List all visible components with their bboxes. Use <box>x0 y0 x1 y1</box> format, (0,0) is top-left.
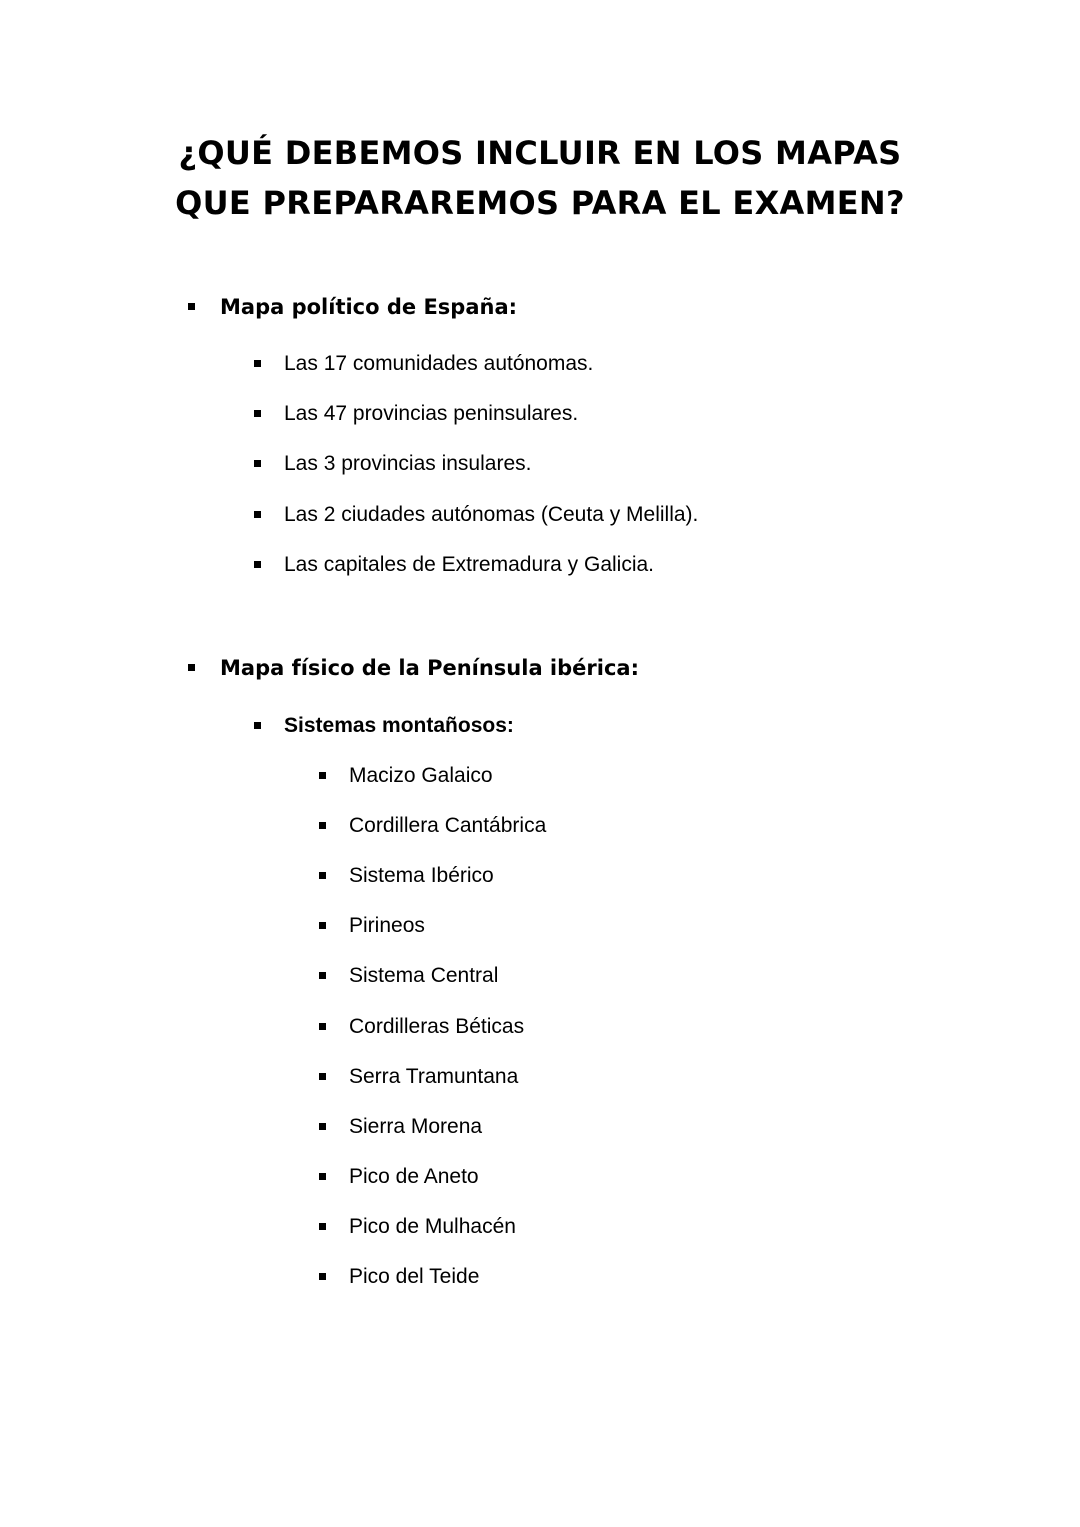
bullet-icon <box>188 303 195 310</box>
bullet-icon <box>254 511 261 518</box>
bullet-icon <box>254 561 261 568</box>
list-item-text: Macizo Galaico <box>349 764 493 787</box>
list-item-text: Las 3 provincias insulares. <box>284 452 532 475</box>
list-item-text: Sierra Morena <box>349 1115 483 1138</box>
list-item-text: Las capitales de Extremadura y Galicia. <box>284 553 655 576</box>
bullet-icon <box>319 1223 326 1230</box>
bullet-icon <box>319 1273 326 1280</box>
bullet-icon <box>188 664 195 671</box>
bullet-icon <box>254 410 261 417</box>
section-heading: Mapa político de España: <box>220 295 518 319</box>
list-item-text: Las 47 provincias peninsulares. <box>284 402 579 425</box>
page-title-line-2: QUE PREPARAREMOS PARA EL EXAMEN? <box>175 184 905 222</box>
bullet-icon <box>254 722 261 729</box>
bullet-icon <box>319 772 326 779</box>
list-item-text: Sistema Central <box>349 964 499 987</box>
list-item-text: Serra Tramuntana <box>349 1065 519 1088</box>
bullet-icon <box>319 972 326 979</box>
list-item-text: Pico de Mulhacén <box>349 1215 516 1238</box>
list-item-text: Pico del Teide <box>349 1265 480 1288</box>
bullet-icon <box>319 1123 326 1130</box>
page-title-line-1: ¿QUÉ DEBEMOS INCLUIR EN LOS MAPAS <box>178 134 902 172</box>
subsection-heading: Sistemas montañosos: <box>284 714 514 737</box>
list-item-text: Las 2 ciudades autónomas (Ceuta y Melilla). <box>284 503 699 526</box>
bullet-icon <box>319 1173 326 1180</box>
bullet-icon <box>319 822 326 829</box>
list-item-text: Sistema Ibérico <box>349 864 494 887</box>
bullet-icon <box>319 922 326 929</box>
list-item-text: Pico de Aneto <box>349 1165 479 1188</box>
list-item-text: Cordilleras Béticas <box>349 1015 525 1038</box>
list-item-text: Las 17 comunidades autónomas. <box>284 352 594 375</box>
list-item-text: Cordillera Cantábrica <box>349 814 547 837</box>
bullet-icon <box>319 872 326 879</box>
bullet-icon <box>254 460 261 467</box>
list-item-text: Pirineos <box>349 914 425 937</box>
bullet-icon <box>254 360 261 367</box>
section-heading: Mapa físico de la Península ibérica: <box>220 656 639 680</box>
bullet-icon <box>319 1023 326 1030</box>
bullet-icon <box>319 1073 326 1080</box>
